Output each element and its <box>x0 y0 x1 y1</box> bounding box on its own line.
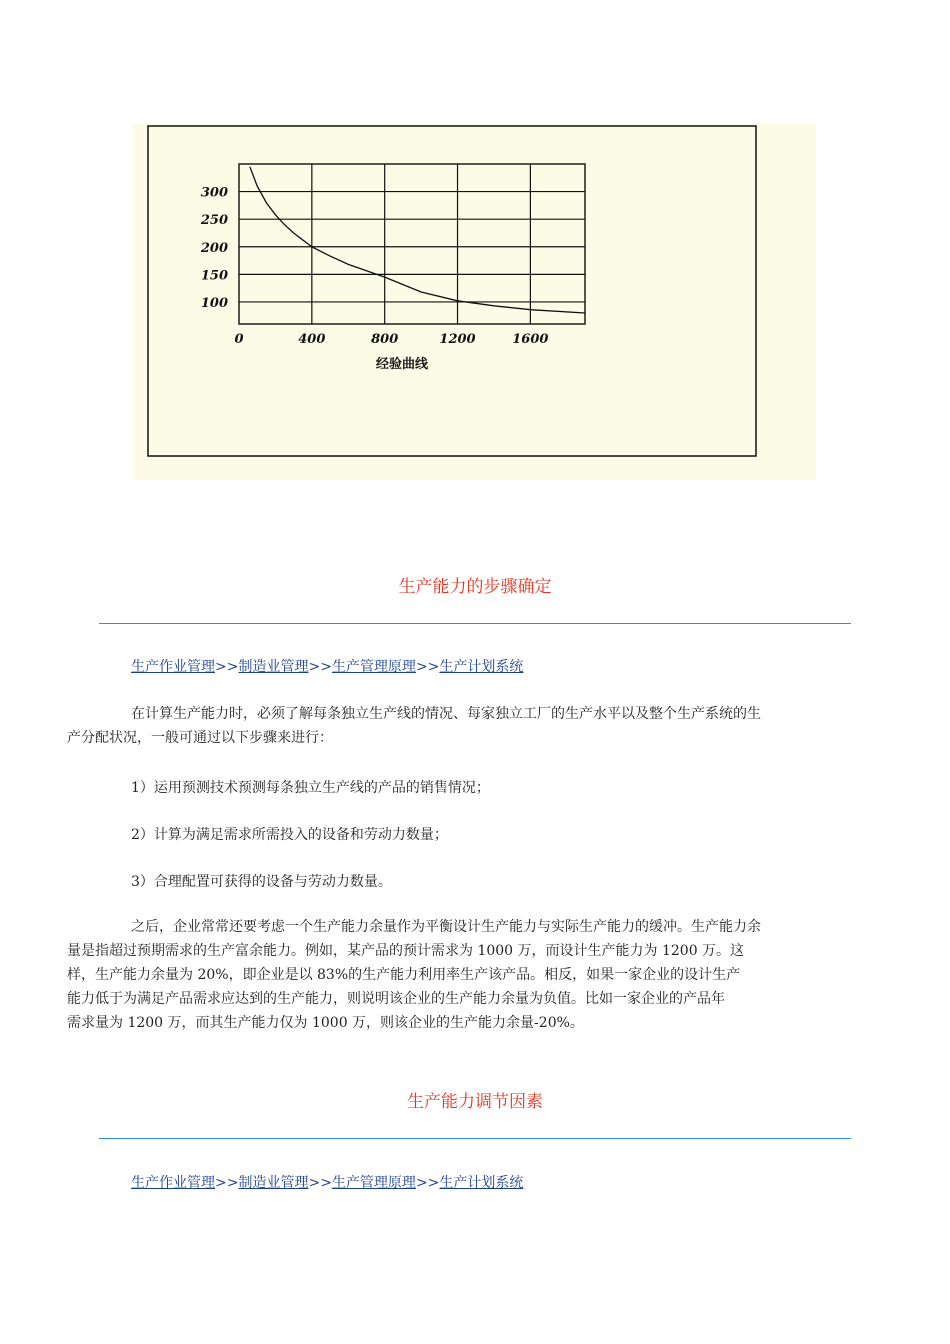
intro-paragraph <box>67 702 851 750</box>
step-item-3: 3）合理配置可获得的设备与劳动力数量。 <box>131 874 392 890</box>
section-heading-capacity-steps: 生产能力的步骤确定 <box>398 577 552 597</box>
y-tick-label: 200 <box>200 240 228 256</box>
y-tick-label: 150 <box>200 268 228 284</box>
breadcrumb <box>131 1172 523 1192</box>
breadcrumb-separator: >> <box>215 659 239 675</box>
series-line <box>250 167 585 313</box>
y-tick-label: 100 <box>200 295 228 311</box>
experience-curve-chart <box>134 124 816 480</box>
divider-line <box>99 623 851 624</box>
breadcrumb-separator: >> <box>215 1175 239 1191</box>
x-tick-label: 1600 <box>512 332 549 347</box>
intro-line: 在计算生产能力时，必须了解每条独立生产线的情况、每家独立工厂的生产水平以及整个生产系统的生 <box>131 706 761 722</box>
intro-line: 产分配状况，一般可通过以下步骤来进行： <box>67 730 333 746</box>
breadcrumb-separator: >> <box>415 659 440 675</box>
breadcrumb-link-production-principles[interactable]: 生产管理原理 <box>331 1175 416 1191</box>
x-tick-label: 800 <box>371 332 399 347</box>
x-axis-label: 经验曲线 <box>375 357 429 372</box>
breadcrumb-link-production-operations[interactable]: 生产作业管理 <box>131 1175 215 1191</box>
breadcrumb-link-manufacturing[interactable]: 制造业管理 <box>238 1175 309 1191</box>
x-tick-label: 1200 <box>439 332 476 347</box>
body-line: 量是指超过预期需求的生产富余能力。例如，某产品的预计需求为 1000 万，而设计生产能力为 1200 万。这 <box>67 943 745 959</box>
breadcrumb-link-manufacturing[interactable]: 制造业管理 <box>238 659 309 675</box>
body-paragraph <box>67 915 851 1035</box>
step-item-1: 1）运用预测技术预测每条独立生产线的产品的销售情况； <box>131 780 490 796</box>
breadcrumb-separator: >> <box>308 1175 332 1191</box>
breadcrumb-link-production-operations[interactable]: 生产作业管理 <box>131 659 215 675</box>
x-tick-label: 400 <box>298 332 326 347</box>
step-item-2: 2）计算为满足需求所需投入的设备和劳动力数量； <box>131 827 448 843</box>
breadcrumb-link-planning-system[interactable]: 生产计划系统 <box>439 659 524 675</box>
experience-curve-figure <box>134 124 816 480</box>
plot-area <box>239 164 585 324</box>
y-tick-label: 300 <box>200 185 228 201</box>
breadcrumb-separator: >> <box>308 659 332 675</box>
body-line: 能力低于为满足产品需求应达到的生产能力，则说明该企业的生产能力余量为负值。比如一家企业的产品年 <box>67 991 725 1007</box>
x-tick-label: 0 <box>234 332 244 347</box>
breadcrumb <box>131 656 523 676</box>
breadcrumb-separator: >> <box>415 1175 440 1191</box>
body-line: 之后，企业常常还要考虑一个生产能力余量作为平衡设计生产能力与实际生产能力的缓冲。生产能力余 <box>131 919 761 935</box>
body-line: 样，生产能力余量为 20%，即企业是以 83%的生产能力利用率生产该产品。相反，如果一家企业的设计生产 <box>67 967 741 983</box>
body-line: 需求量为 1200 万，而其生产能力仅为 1000 万，则该企业的生产能力余量-20%。 <box>67 1015 584 1031</box>
divider-line <box>99 1138 851 1139</box>
section-heading-capacity-factors: 生产能力调节因素 <box>407 1092 543 1112</box>
breadcrumb-link-production-principles[interactable]: 生产管理原理 <box>331 659 416 675</box>
breadcrumb-link-planning-system[interactable]: 生产计划系统 <box>439 1175 524 1191</box>
y-tick-label: 250 <box>200 213 228 229</box>
